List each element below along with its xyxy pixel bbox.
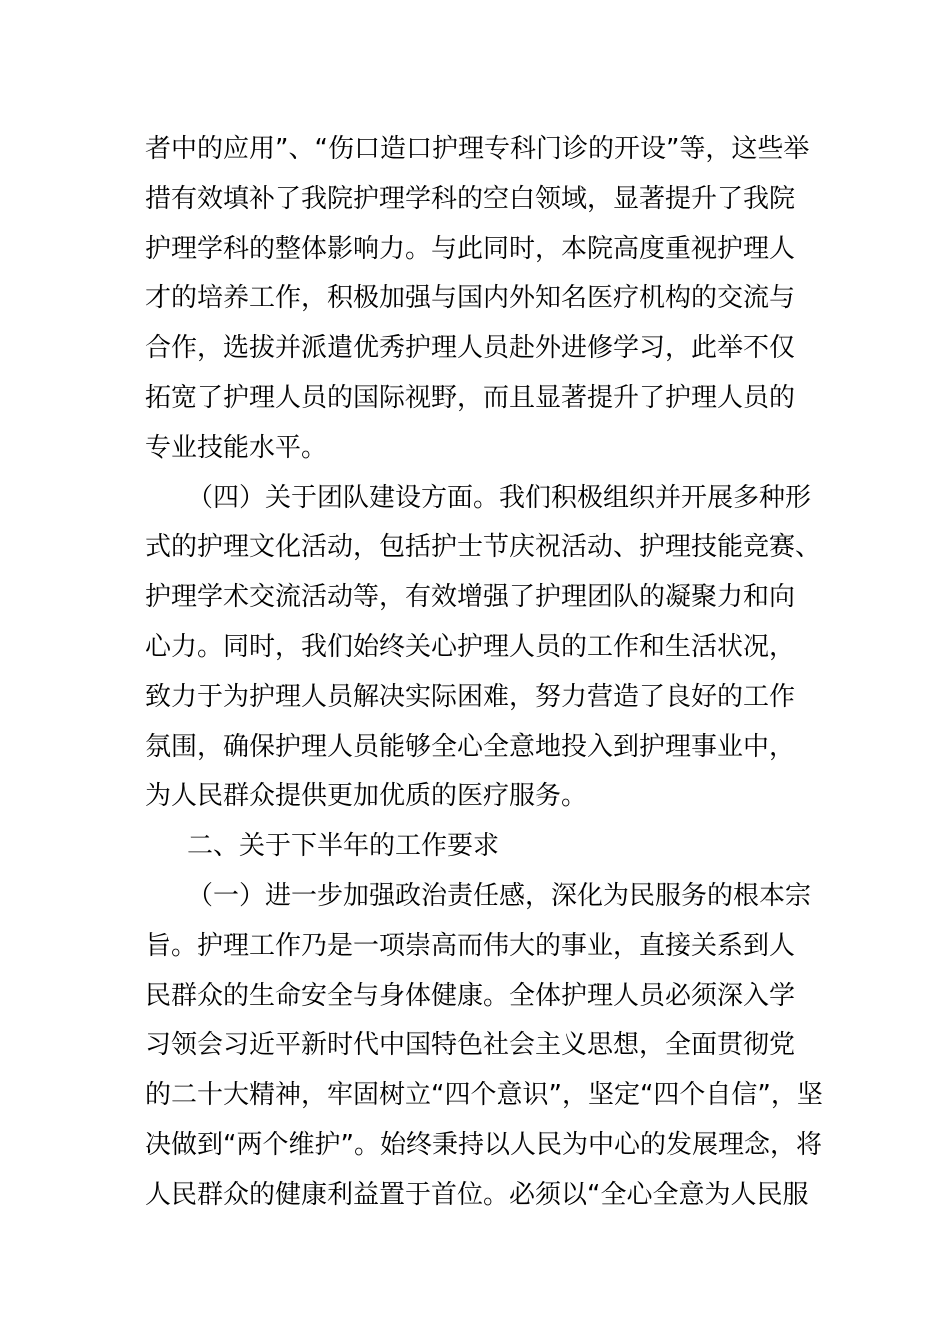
paragraph-start-line: （一）进一步加强政治责任感，深化为民服务的根本宗 [187, 880, 812, 911]
text-line: 人民群众的健康利益置于首位。必须以“全心全意为人民服 [145, 1179, 809, 1210]
text-line: 专业技能水平。 [145, 432, 328, 463]
text-line: 为人民群众提供更加优质的医疗服务。 [145, 781, 588, 812]
text-line: 民群众的生命安全与身体健康。全体护理人员必须深入学 [145, 980, 796, 1011]
text-line: 决做到“两个维护”。始终秉持以人民为中心的发展理念，将 [145, 1129, 822, 1160]
text-line: 拓宽了护理人员的国际视野，而且显著提升了护理人员的 [145, 382, 796, 413]
text-line: 护理学术交流活动等，有效增强了护理团队的凝聚力和向 [145, 582, 796, 613]
text-line: 式的护理文化活动，包括护士节庆祝活动、护理技能竞赛、 [145, 532, 822, 563]
text-line: 旨。护理工作乃是一项崇高而伟大的事业，直接关系到人 [145, 930, 796, 961]
text-line: 的二十大精神，牢固树立“四个意识”，坚定“四个自信”，坚 [145, 1080, 823, 1111]
text-line: 护理学科的整体影响力。与此同时，本院高度重视护理人 [145, 233, 796, 264]
text-line: 习领会习近平新时代中国特色社会主义思想，全面贯彻党 [145, 1030, 796, 1061]
text-line: 心力。同时，我们始终关心护理人员的工作和生活状况， [145, 631, 796, 662]
paragraph-start-line: （四）关于团队建设方面。我们积极组织并开展多种形 [187, 482, 812, 513]
text-line: 才的培养工作，积极加强与国内外知名医疗机构的交流与 [145, 283, 796, 314]
text-line: 者中的应用”、“伤口造口护理专科门诊的开设”等，这些举 [145, 134, 810, 164]
text-line: 合作，选拔并派遣优秀护理人员赴外进修学习，此举不仅 [145, 333, 796, 364]
text-line: 致力于为护理人员解决实际困难，努力营造了良好的工作 [145, 681, 796, 712]
text-line: 措有效填补了我院护理学科的空白领域，显著提升了我院 [145, 183, 796, 214]
document-body [145, 125, 823, 1221]
section-heading: 二、关于下半年的工作要求 [187, 831, 500, 862]
text-line: 氛围，确保护理人员能够全心全意地投入到护理事业中， [145, 731, 796, 762]
